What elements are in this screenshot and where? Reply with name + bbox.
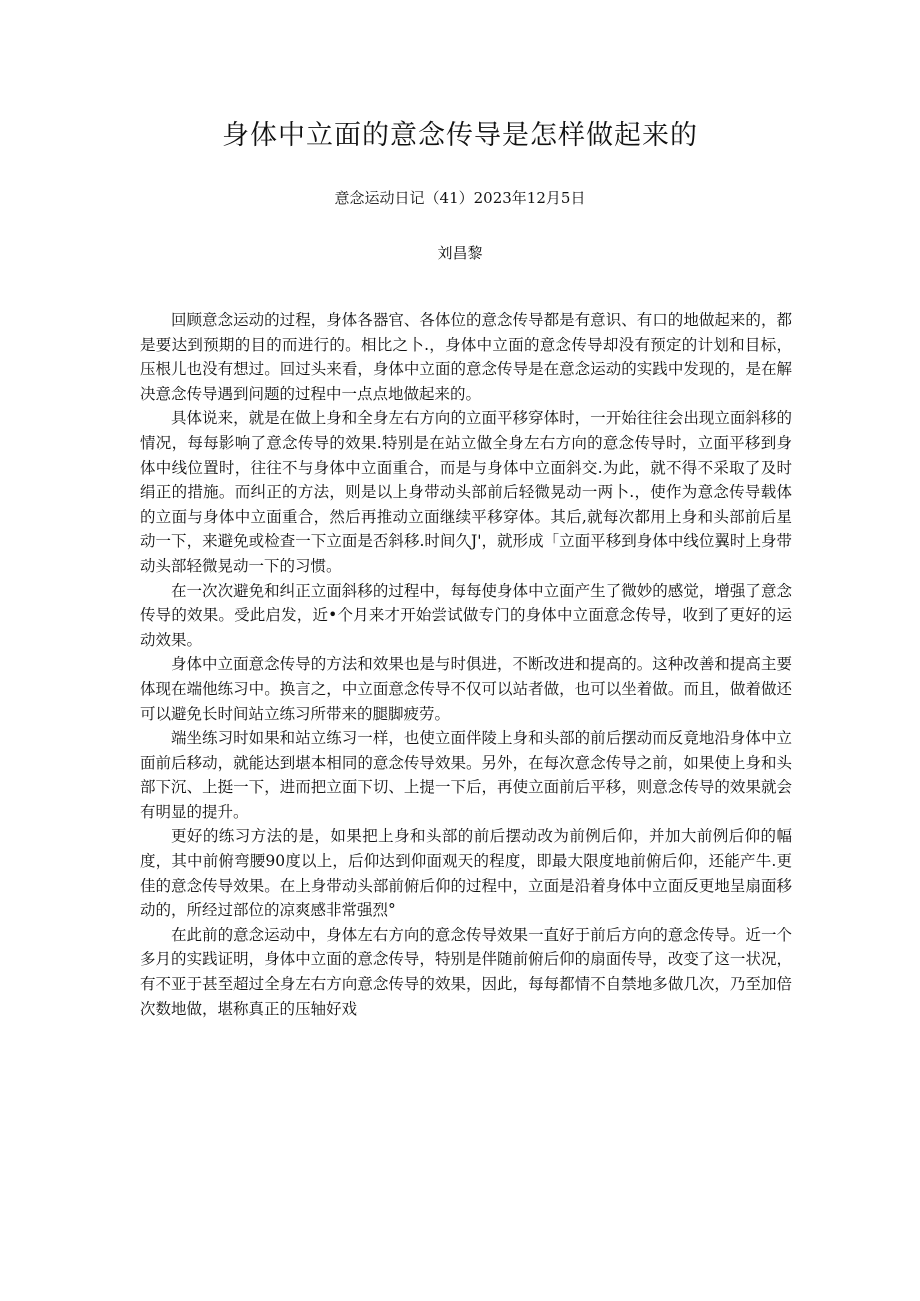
paragraph-4: 身体中立面意念传导的方法和效果也是与时俱进，不断改进和提高的。这种改善和提高主要体现在端他练习中。换言之，中立面意念传导不仅可以站者做，也可以坐着做。而且，做着做还可以避免长时间站立练习所带来的腿脚疲劳。 <box>140 655 792 723</box>
paragraph-1: 回顾意念运动的过程，身体各器官、各体位的意念传导都是有意识、有口的地做起来的，都是要达到预期的目的而进行的。相比之卜.，身体中立面的意念传导却没有预定的计划和目标，压根儿也没有想过。回过头来看，身体中立面的意念传导是在意念运动的实践中发现的，是在解决意念传导遇到问题的过程中一点点地做起来的。 <box>140 311 792 403</box>
article-body <box>140 308 792 1021</box>
paragraph-3: 在一次次避免和纠正立面斜移的过程中，每每使身体中立面产生了微妙的感觉，增强了意念传导的效果。受此启发，近•个月来才开始尝试做专门的身体中立面意念传导，收到了更好的运动效果。 <box>140 581 792 649</box>
paragraph-5: 端坐练习时如果和站立练习一样，也使立面伴陵上身和头部的前后摆动而反竟地沿身体中立面前后移动，就能达到堪本相同的意念传导效果。另外，在每次意念传导之前，如果使上身和头部下沉、上挺一下，进而把立面下切、上提一下后，再使立面前后平移，则意念传导的效果就会有明显的提升。 <box>140 729 792 821</box>
paragraph-2: 具体说来，就是在做上身和全身左右方向的立面平移穿体时，一开始往往会出现立面斜移的情况，每每影响了意念传导的效果.特别是在站立做全身左右方向的意念传导时，立面平移到身体中线位置时，往往不与身体中立面重合，而是与身体中立面斜交.为此，就不得不采取了及时绢正的措施。而纠正的方法，则是以上身带动头部前后轻微晃动一两卜.，使作为意念传导载体的立面与身体中立面重合，然后再推动立面继续平移穿体。其后,就每次都用上身和头部前后星动一下，来避免或检查一下立面是否斜移.时间久J'，就形成「立面平移到身体中线位翼时上身带动头部轻微晃动一下的习惯。 <box>140 409 792 575</box>
author-name: 刘昌黎 <box>437 244 483 262</box>
document-title: 身体中立面的意念传导是怎样做起来的 <box>222 120 698 151</box>
paragraph-6: 更好的练习方法的是，如果把上身和头部的前后摆动改为前例后仰，并加大前例后仰的幅度，其中前俯弯腰90度以上，后仰达到仰面观天的程度，即最大限度地前俯后仰，还能产牛.更佳的意念传导效果。在上身带动头部前俯后仰的过程中，立面是沿着身体中立面反更地呈扇面移动的，所经过部位的凉爽感非常强烈° <box>140 827 792 920</box>
paragraph-7: 在此前的意念运动中，身体左右方向的意念传导效果一直好于前后方向的意念传导。近一个多月的实践证明，身体中立面的意念传导，特别是伴随前俯后仰的扇面传导，改变了这一状况，有不亚于甚至超过全身左右方向意念传导的效果，因此，每每都情不自禁地多做几次，乃至加倍次数地做，堪称真正的压轴好戏 <box>140 925 792 1018</box>
diary-subtitle: 意念运动日记（41）2023年12月5日 <box>334 189 586 207</box>
